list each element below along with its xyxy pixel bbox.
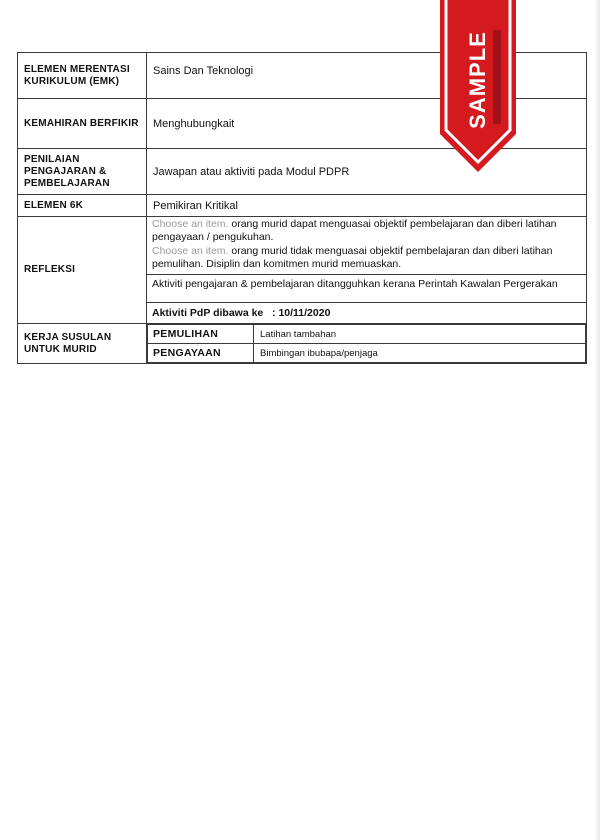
page-edge-shadow — [594, 0, 600, 840]
kemahiran-value: Menghubungkait — [147, 99, 587, 149]
refleksi-line-1 — [147, 217, 586, 245]
pemulihan-row — [148, 325, 586, 344]
aktiviti-dibawa-label: Aktiviti PdP dibawa ke — [152, 307, 264, 319]
penilaian-label: PENILAIAN PENGAJARAN & PEMBELAJARAN — [18, 149, 147, 195]
pemulihan-label: PEMULIHAN — [148, 325, 254, 344]
refleksi-line-1-text: orang murid dapat menguasai objektif pembelajaran dan diberi latihan pengayaan / pengukuhan. — [152, 218, 557, 243]
choose-item-dropdown-1[interactable]: Choose an item. — [152, 218, 229, 230]
refleksi-line-4 — [147, 302, 586, 323]
refleksi-line-3: Aktiviti pengajaran & pembelajaran ditangguhkan kerana Perintah Kawalan Pergerakan — [147, 274, 586, 302]
refleksi-label: REFLEKSI — [18, 217, 147, 324]
pengayaan-value: Bimbingan ibubapa/penjaga — [254, 344, 586, 363]
emk-value: Sains Dan Teknologi — [147, 53, 587, 99]
kerja-subtable — [147, 324, 586, 363]
elemen6k-label: ELEMEN 6K — [18, 195, 147, 217]
refleksi-line-2 — [147, 245, 586, 274]
sample-watermark-text: SAMPLE — [465, 31, 490, 129]
pengayaan-label: PENGAYAAN — [148, 344, 254, 363]
elemen6k-value: Pemikiran Kritikal — [147, 195, 587, 217]
kemahiran-label: KEMAHIRAN BERFIKIR — [18, 99, 147, 149]
emk-label: ELEMEN MERENTASI KURIKULUM (EMK) — [18, 53, 147, 99]
aktiviti-dibawa-date: : 10/11/2020 — [272, 307, 331, 319]
kerja-content — [147, 324, 587, 364]
refleksi-content — [147, 217, 587, 324]
pengayaan-row — [148, 344, 586, 363]
penilaian-value: Jawapan atau aktiviti pada Modul PDPR — [147, 149, 587, 195]
row-refleksi — [18, 217, 587, 324]
sample-stamp-mark — [493, 30, 501, 124]
row-kerja-susulan — [18, 324, 587, 364]
choose-item-dropdown-2[interactable]: Choose an item. — [152, 245, 229, 257]
refleksi-line-2-text: orang murid tidak menguasai objektif pembelajaran dan diberi latihan pemulihan. Disiplin dan komitmen murid memuaskan. — [152, 245, 553, 270]
row-elemen6k — [18, 195, 587, 217]
kerja-label: KERJA SUSULAN UNTUK MURID — [18, 324, 147, 364]
pemulihan-value: Latihan tambahan — [254, 325, 586, 344]
